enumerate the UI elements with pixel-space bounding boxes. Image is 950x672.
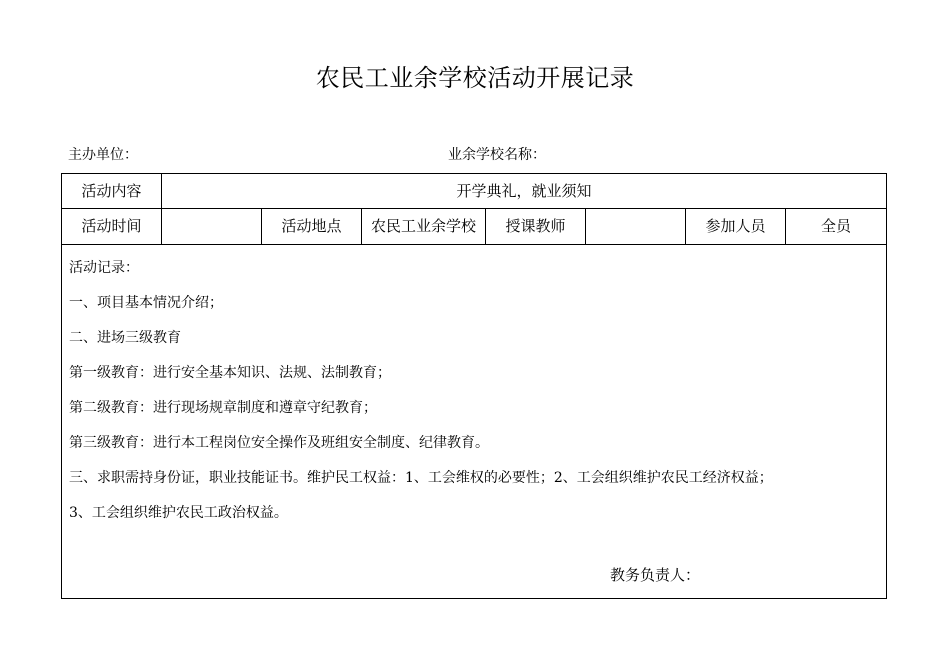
participants-value: 全员 <box>821 217 852 235</box>
organizer-label: 主办单位： <box>68 147 138 163</box>
table-row-content <box>62 174 887 209</box>
record-lines <box>62 245 886 531</box>
record-line: 第三级教育：进行本工程岗位安全操作及班组安全制度、纪律教育。 <box>69 435 489 451</box>
content-label: 活动内容 <box>81 182 142 200</box>
record-line: 活动记录： <box>69 260 139 276</box>
time-label-cell <box>62 209 162 245</box>
participants-value-cell[interactable] <box>786 209 887 245</box>
content-value: 开学典礼，就业须知 <box>456 182 592 200</box>
location-value: 农民工业余学校 <box>370 217 476 235</box>
record-line: 一、项目基本情况介绍； <box>69 295 223 311</box>
page-title: 农民工业余学校活动开展记录 <box>315 64 635 92</box>
school-name-label: 业余学校名称： <box>448 147 546 163</box>
time-value <box>162 209 261 215</box>
participants-label-cell <box>686 209 786 245</box>
activity-record-table <box>61 173 887 599</box>
record-line: 二、进场三级教育 <box>69 330 181 346</box>
time-value-cell[interactable] <box>162 209 262 245</box>
record-cell[interactable] <box>62 245 887 599</box>
location-value-cell[interactable] <box>362 209 486 245</box>
participants-label: 参加人员 <box>705 217 766 235</box>
record-line: 3、工会组织维护农民工政治权益。 <box>69 505 288 521</box>
record-line: 三、求职需持身份证，职业技能证书。维护民工权益：1、工会维权的必要性；2、工会组织维护农民工经济权益； <box>69 470 773 486</box>
location-label: 活动地点 <box>281 217 342 235</box>
record-line: 第一级教育：进行安全基本知识、法规、法制教育； <box>69 365 391 381</box>
content-label-cell <box>62 174 162 209</box>
table-row-record <box>62 245 887 599</box>
teacher-value <box>586 209 685 215</box>
signature-label: 教务负责人： <box>610 566 701 584</box>
content-value-cell[interactable] <box>162 174 887 209</box>
teacher-value-cell[interactable] <box>586 209 686 245</box>
time-label: 活动时间 <box>81 217 142 235</box>
table-row-details <box>62 209 887 245</box>
location-label-cell <box>262 209 362 245</box>
teacher-label-cell <box>486 209 586 245</box>
teacher-label: 授课教师 <box>505 217 566 235</box>
record-line: 第二级教育：进行现场规章制度和遵章守纪教育； <box>69 400 377 416</box>
